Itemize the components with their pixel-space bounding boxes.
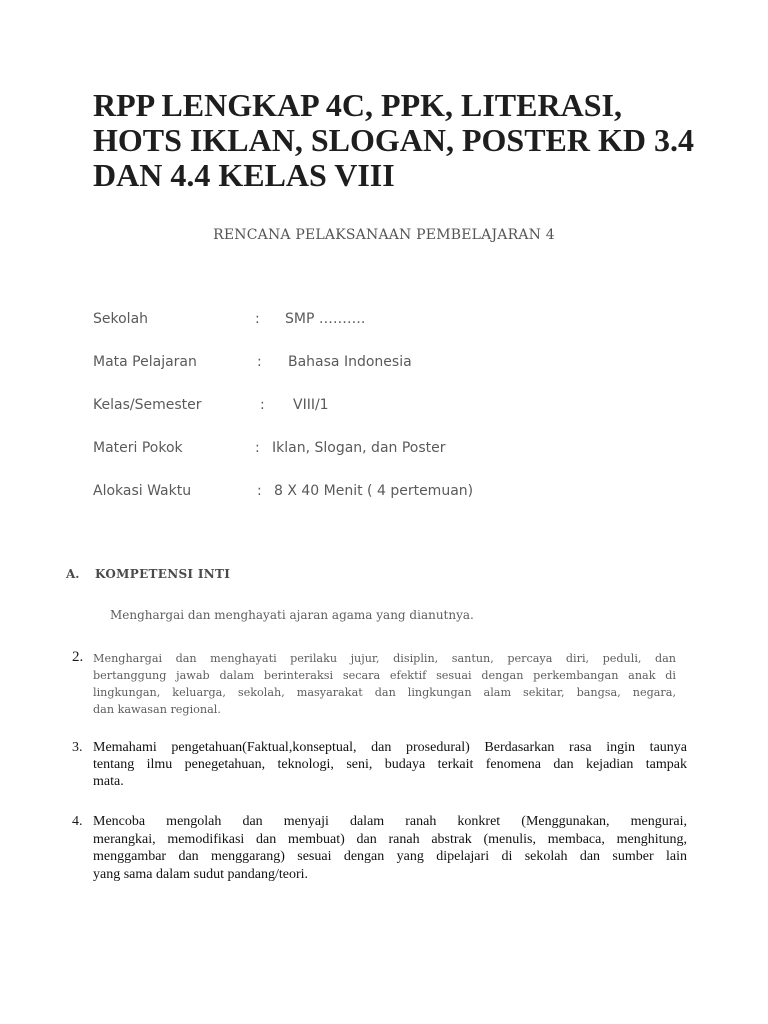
text-line: menggambar dan menggarang) sesuai dengan yang dipelajari di sekolah dan sumber lain [93,849,687,864]
text-line: bertanggung jawab dalam berinteraksi secara efektif sesuai dengan perkembangan anak di [93,669,676,682]
text-line: dan kawasan regional. [93,703,221,716]
list-item-text [93,739,687,790]
list-number: 2. [72,649,84,665]
document-title [93,88,693,193]
list-number: 4. [72,814,83,829]
list-item-text [93,813,687,883]
identity-colon: : [255,440,260,456]
identity-value: SMP ………. [285,311,366,327]
identity-colon: : [257,483,262,499]
section-letter: A. [66,567,80,581]
text-line: Menghargai dan menghayati perilaku jujur, disiplin, santun, percaya diri, peduli, dan [93,652,676,665]
text-line: mata. [93,774,124,789]
document-title-line-1: RPP LENGKAP 4C, PPK, LITERASI, [93,87,622,123]
identity-label: Alokasi Waktu [93,483,192,499]
section-title: KOMPETENSI INTI [95,567,231,581]
list-number: 3. [72,740,83,755]
identity-value: VIII/1 [293,397,329,413]
identity-colon: : [255,311,260,327]
identity-label: Kelas/Semester [93,397,202,413]
identity-value: 8 X 40 Menit ( 4 pertemuan) [274,483,474,499]
list-item-text [93,650,676,718]
document-subtitle: RENCANA PELAKSANAAN PEMBELAJARAN 4 [213,227,555,243]
identity-value: Iklan, Slogan, dan Poster [272,440,446,456]
text-line: Memahami pengetahuan(Faktual,konseptual, dan prosedural) Berdasarkan rasa ingin taunya [93,740,687,755]
identity-label: Sekolah [93,311,149,327]
identity-label: Materi Pokok [93,440,183,456]
text-line: Mencoba mengolah dan menyaji dalam ranah konkret (Menggunakan, mengurai, [93,814,687,829]
identity-colon: : [257,354,262,370]
identity-colon: : [260,397,265,413]
text-line: tentang ilmu penegetahuan, teknologi, seni, budaya terkait fenomena dan kejadian tampak [93,757,687,772]
text-line: yang sama dalam sudut pandang/teori. [93,866,308,882]
document-title-line-2: HOTS IKLAN, SLOGAN, POSTER KD 3.4 [93,122,694,158]
text-line: merangkai, memodifikasi dan membuat) dan ranah abstrak (menulis, membaca, menghitung, [93,831,687,847]
kompetensi-inti-1: Menghargai dan menghayati ajaran agama yang dianutnya. [110,608,474,622]
identity-value: Bahasa Indonesia [288,354,412,370]
identity-label: Mata Pelajaran [93,354,197,370]
document-title-line-3: DAN 4.4 KELAS VIII [93,157,395,193]
text-line: lingkungan, keluarga, sekolah, masyarakat dan lingkungan alam sekitar, bangsa, negara, [93,686,676,699]
